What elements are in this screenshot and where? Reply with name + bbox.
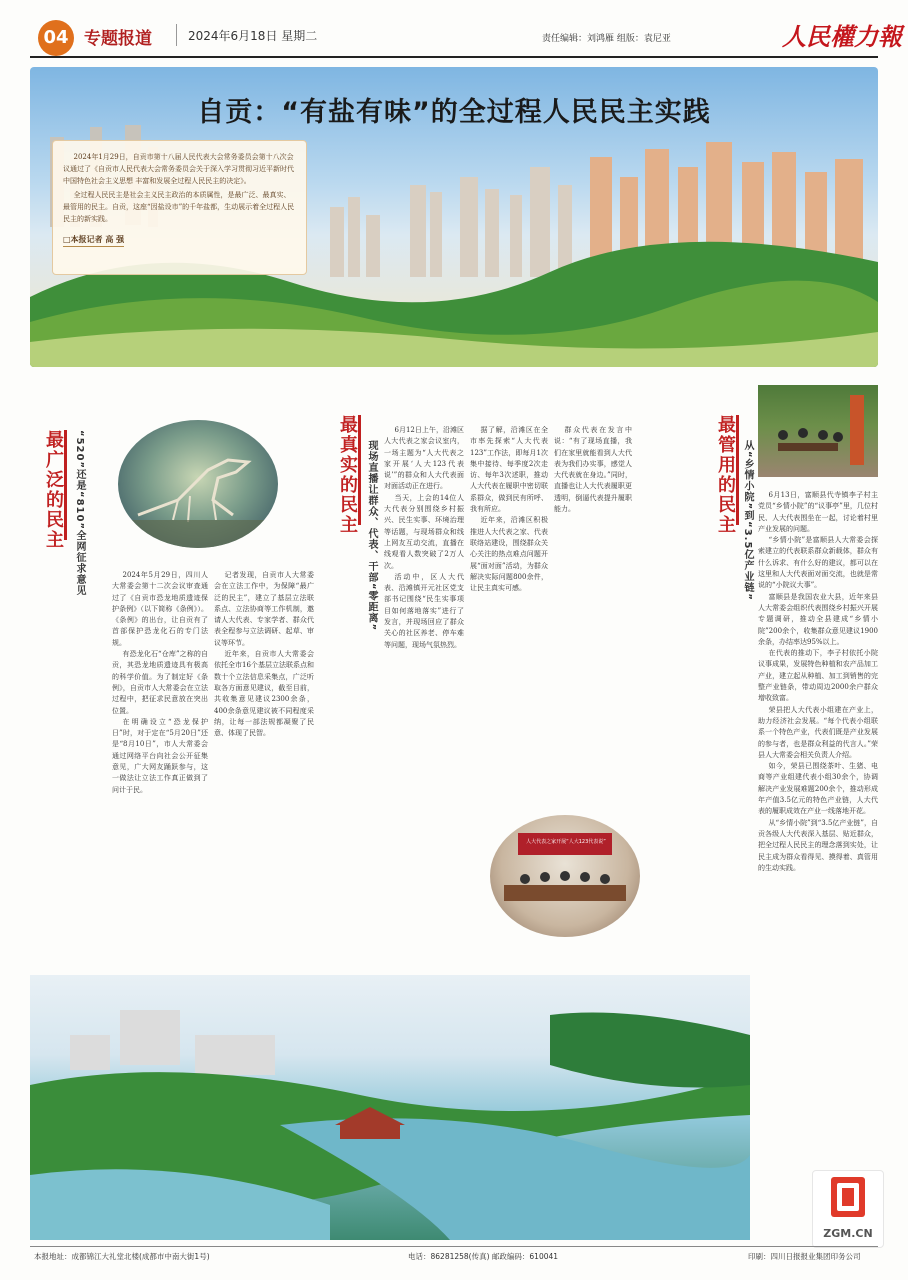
article-column: 6月13日，富顺县代寺镇李子村主党员“乡情小院”的“议事亭”里，几位村民、人大代表围坐在一起，讨论着村里产业发展的问题。 “乡情小院”是富顺县人大常委会探索建立的代表联系群众新载体，群众有什么诉求、有什么好的建议，都可以在这里和人大代表面对面交流，也就是常说的“小院议大事”。 富顺县是我国农业大县，近年来县人大常委会组织代表围绕乡村振兴开展专题调研，推动全县建成“乡情小院”200余个，收集群众意见建议1900余条，办结率达95%以上。 在代表的推动下，李子村依托小院议事成果，发展特色种植和农产品加工产业，建立起从种植、加工到销售的完整产业链条，带动周边2000余户群众增收致富。 荣县把人大代表小组建在产业上，助力经济社会发展。“每个代表小组联系一个特色产业，代表们既是产业发展的参与者，也是群众利益的代言人。”荣县人大常委会相关负责人介绍。 如今，荣县已围绕茶叶、生猪、电商等产业组建代表小组30余个，协调解决产业发展难题200余个，推动形成年产值3.5亿元的特色产业链，人大代表的履职成效在产业一线落地开花。 从“乡情小院”到“3.5亿产业链”，自贡各级人大代表深入基层、贴近群众，把全过程人民民主的理念落到实处，让民主成为群众看得见、摸得着、真管用的生动实践。 — [758, 491, 878, 872]
article-column: 群众代表在发言中说：“有了现场直播，我们在家里就能看到人大代表为我们办实事，感觉人大代表就在身边。”同时，直播也让人大代表履职更透明，倒逼代表提升履职能力。 — [554, 426, 632, 514]
section-heading-most-effective: 最管用的民主 — [715, 415, 736, 535]
article-column: 6月12日上午，沿滩区人大代表之家会议室内，一场主题为“人大代表之家开展‘人大123代表说’”的群众和人大代表面对面活动正在进行。 当天，上会的14位人大代表分别围绕乡村振兴、民生实事、环境治理等话题，与现场群众和线上网友互动交流，直播在线观看人数突破了2万人次。 活动中，区人大代表、沿滩镇开元社区党支部书记围绕“民生实事项目如何落地落实”进行了发言，并现场回应了群众关心的社区养老、停车难等问题，现场气氛热烈。 — [384, 426, 464, 649]
footer-phone: 电话：86281258(传真) 邮政编码：610041 — [408, 1252, 559, 1261]
header-divider — [176, 24, 177, 46]
issue-date: 2024年6月18日 星期二 — [188, 29, 318, 43]
courtyard-meeting-illustration — [758, 385, 878, 477]
footer-printer: 印刷：四川日报报业集团印务公司 — [748, 1252, 861, 1261]
article-column: 2024年5月29日，四川人大常委会第十二次会议审查通过了《自贡市恐龙地质遗迹保护条例》（以下简称《条例》）。《条例》的出台，让自贡有了首部保护恐龙化石的专门法规。 有恐龙化石“仓库”之称的自贡，其恐龙地质遗迹具有极高的科学价值。为了制定好《条例》，自贡市人大常委会在立法过程中，把征求民意放在突出位置。 在明确设立“恐龙保护日”时，对于定在“5月20日”还是“8月10日”，市人大常委会通过网络平台向社会公开征集意见，广大网友踊跃参与，这一做法让立法工作真正做到了问计于民。 — [112, 571, 208, 794]
riverside-city-photo — [30, 975, 750, 1240]
dino-hall-photo — [118, 420, 278, 548]
section-subheading-most-effective: 从“乡情小院”到“3.5亿产业链” — [742, 440, 753, 602]
meeting-room-illustration — [490, 815, 640, 937]
editor-credits: 责任编辑：刘鸿雁 组版：袁尼亚 — [542, 34, 671, 44]
heading-accent-bar — [64, 430, 67, 540]
byline: □本报记者 高 强 — [63, 234, 124, 247]
lead-paragraph: 全过程人民民主是社会主义民主政治的本质属性，是最广泛、最真实、最管用的民主。自贡，这座“因盐设市”的千年盐都，生动展示着全过程人民民主的新实践。 — [63, 191, 295, 223]
section-title: 专题报道 — [84, 29, 152, 49]
newspaper-masthead: 人民權力報 — [782, 22, 902, 51]
section-subheading-truest: 现场直播让群众、代表、干部“零距离” — [366, 440, 377, 632]
watermark-text: ZGM.CN — [823, 1227, 873, 1240]
headline: 自贡：“有盐有味”的全过程人民民主实践 — [197, 97, 711, 128]
lead-box — [52, 140, 307, 275]
courtyard-photo — [758, 385, 878, 477]
section-heading-truest: 最真实的民主 — [337, 415, 358, 535]
footer-rule — [30, 1246, 878, 1247]
watermark-logo — [812, 1170, 884, 1248]
article-column: 据了解，沿滩区在全市率先探索“人大代表123”工作法，即每月1次集中接待、每季度2次走访、每年3次述职，推动人大代表在履职中密切联系群众，做到民有所呼、我有所应。 近年来，沿滩区积极推进人大代表之家、代表联络站建设，围绕群众关心关注的热点难点问题开展“面对面”活动，为群众解决实际问题800余件，让民主真实可感。 — [470, 426, 548, 593]
heading-accent-bar — [358, 415, 361, 525]
lead-paragraph: 2024年1月29日，自贡市第十八届人民代表大会常务委员会第十八次会议通过了《自贡市人民代表大会常务委员会关于深入学习贯彻习近平新时代中国特色社会主义思想 丰富和发展全过程人民民主的决定》。 — [63, 153, 294, 185]
river-landscape-illustration — [30, 975, 750, 1240]
meeting-banner: 人大代表之家开展“人大123代表说” — [526, 839, 606, 845]
footer-address: 本报地址：成都锦江大礼堂北楼(成都市中南大街1号) — [34, 1252, 210, 1261]
heading-accent-bar — [736, 415, 739, 525]
article-column: 记者发现，自贡市人大常委会在立法工作中，为保障“最广泛的民主”，建立了基层立法联系点、立法协商等工作机制，邀请人大代表、专家学者、群众代表全程参与立法调研、起草、审议等环节。 近年来，自贡市人大常委会依托全市16个基层立法联系点和数十个立法信息采集点，广泛听取各方面意见建议，截至目前，共收集意见建议2300余条，400余条意见建议被不同程度采纳，让每一部法规都凝聚了民意、体现了民智。 — [214, 571, 314, 738]
header-rule — [30, 56, 878, 58]
zgm-logo-icon — [813, 1171, 883, 1223]
dinosaur-skeleton-illustration — [118, 420, 278, 548]
page-number-badge: 04 — [38, 20, 74, 56]
section-subheading-broadest: “520”还是“810”全网征求意见 — [74, 430, 85, 597]
meeting-photo — [490, 815, 640, 937]
section-heading-broadest: 最广泛的民主 — [43, 430, 64, 550]
